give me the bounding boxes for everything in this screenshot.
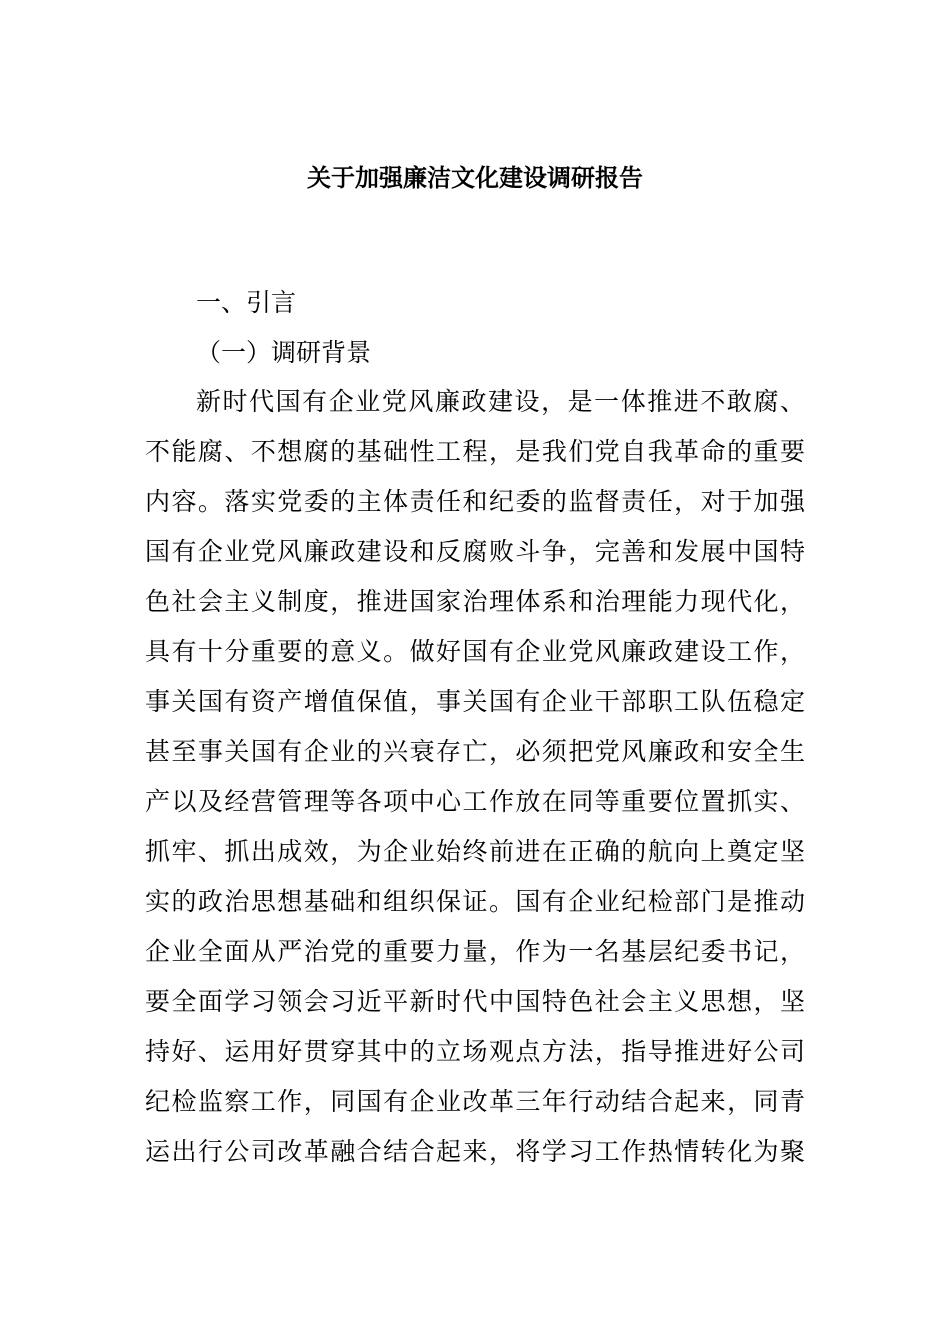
paragraph-line: 国有企业党风廉政建设和反腐败斗争，完善和发展中国特 (145, 537, 805, 566)
paragraph-line: 甚至事关国有企业的兴衰存亡，必须把党风廉政和安全生 (145, 737, 805, 766)
paragraph-line: 内容。落实党委的主体责任和纪委的监督责任，对于加强 (145, 487, 805, 516)
paragraph-line: 事关国有资产增值保值，事关国有企业干部职工队伍稳定 (145, 687, 805, 716)
paragraph-line: 新时代国有企业党风廉政建设，是一体推进不敢腐、 (196, 387, 805, 416)
subsection-heading: （一）调研背景 (196, 338, 372, 367)
document-title: 关于加强廉洁文化建设调研报告 (307, 164, 643, 192)
paragraph-line: 企业全面从严治党的重要力量，作为一名基层纪委书记， (145, 937, 805, 966)
paragraph-line: 持好、运用好贯穿其中的立场观点方法，指导推进好公司 (145, 1037, 805, 1066)
paragraph-line: 不能腐、不想腐的基础性工程，是我们党自我革命的重要 (145, 437, 805, 466)
paragraph-line: 实的政治思想基础和组织保证。国有企业纪检部门是推动 (145, 887, 805, 916)
paragraph-line: 产以及经营管理等各项中心工作放在同等重要位置抓实、 (145, 787, 805, 816)
section-heading: 一、引言 (196, 288, 297, 317)
paragraph-line: 抓牢、抓出成效，为企业始终前进在正确的航向上奠定坚 (145, 837, 805, 866)
paragraph-line: 具有十分重要的意义。做好国有企业党风廉政建设工作， (145, 637, 805, 666)
paragraph-line: 要全面学习领会习近平新时代中国特色社会主义思想，坚 (145, 987, 805, 1016)
paragraph-line: 纪检监察工作，同国有企业改革三年行动结合起来，同青 (145, 1087, 805, 1116)
paragraph-line: 色社会主义制度，推进国家治理体系和治理能力现代化， (145, 587, 805, 616)
paragraph-line: 运出行公司改革融合结合起来，将学习工作热情转化为聚 (145, 1137, 805, 1166)
